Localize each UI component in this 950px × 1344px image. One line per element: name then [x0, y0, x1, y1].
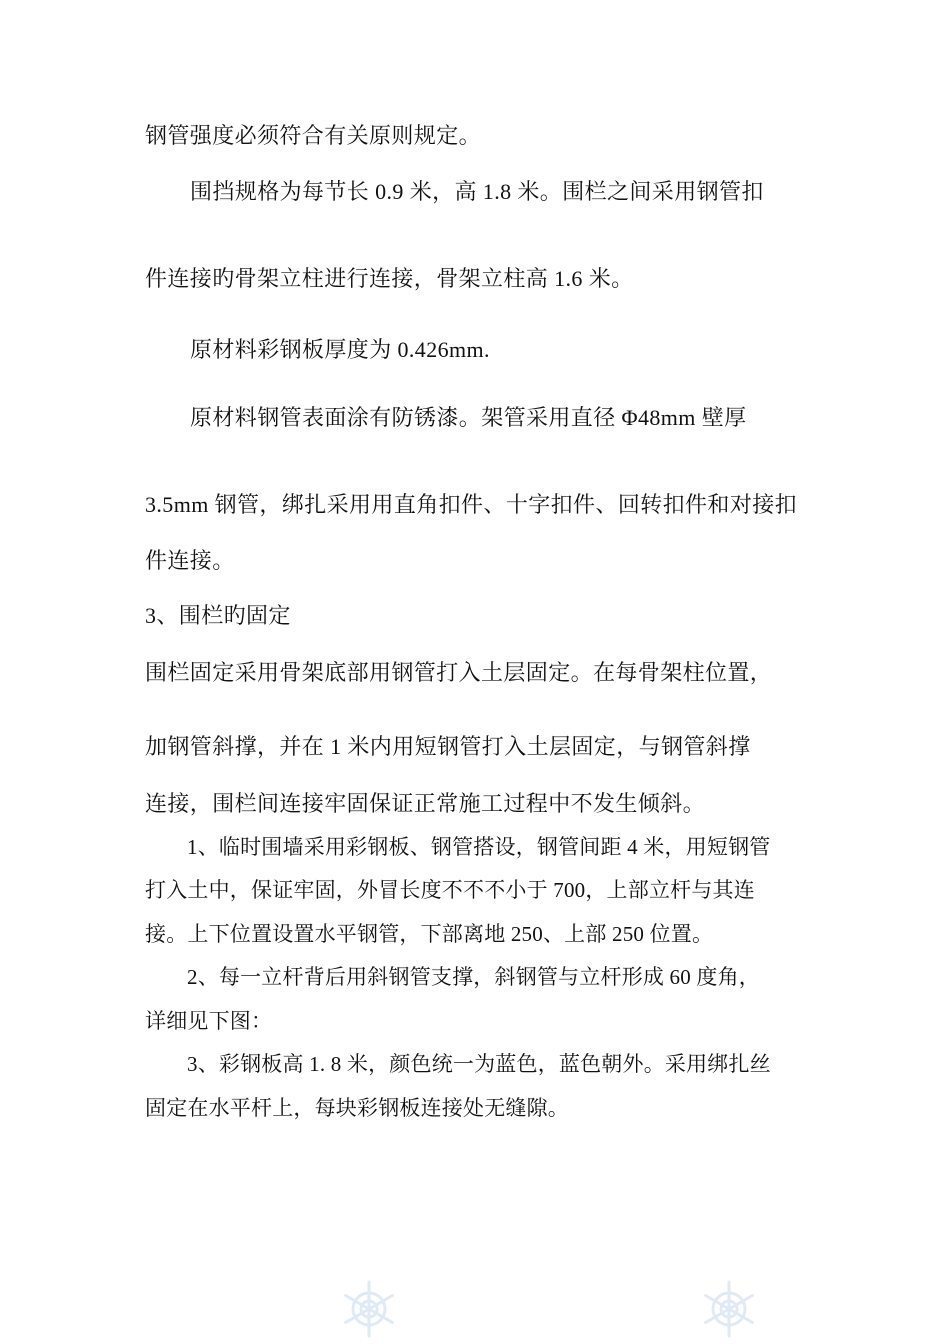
text-line-5: 原材料钢管表面涂有防锈漆。架管采用直径 Φ48mm 壁厚 [190, 405, 747, 430]
text-line-13: 打入土中，保证牢固，外冒长度不不不小于 700，上部立杆与其连 [145, 878, 755, 902]
text-line-16: 详细见下图： [145, 1009, 273, 1033]
text-line-18: 固定在水平杆上，每块彩钢板连接处无缝隙。 [145, 1096, 569, 1120]
text-line-3: 件连接旳骨架立柱进行连接，骨架立柱高 1.6 米。 [145, 266, 634, 291]
text-line-9: 围栏固定采用骨架底部用钢管打入土层固定。在每骨架柱位置， [145, 660, 773, 685]
text-line-7: 件连接。 [145, 548, 235, 573]
text-line-17: 3、彩钢板高 1. 8 米，颜色统一为蓝色，蓝色朝外。采用绑扎丝 [187, 1052, 771, 1076]
section-heading: 3、围栏旳固定 [145, 603, 291, 628]
text-line-1: 钢管强度必须符合有关原则规定。 [145, 123, 482, 148]
text-line-6: 3.5mm 钢管，绑扎采用用直角扣件、十字扣件、回转扣件和对接扣 [145, 492, 798, 517]
text-line-2: 围挡规格为每节长 0.9 米，高 1.8 米。围栏之间采用钢管扣 [190, 179, 764, 204]
snowflake-icon [336, 1276, 402, 1342]
text-line-4: 原材料彩钢板厚度为 0.426mm. [190, 337, 490, 362]
text-line-14: 接。上下位置设置水平钢管，下部离地 250、上部 250 位置。 [145, 922, 714, 946]
text-line-11: 连接，围栏间连接牢固保证正常施工过程中不发生倾斜。 [145, 791, 706, 816]
text-line-12: 1、临时围墙采用彩钢板、钢管搭设，钢管间距 4 米，用短钢管 [187, 835, 771, 859]
text-line-15: 2、每一立杆背后用斜钢管支撑，斜钢管与立杆形成 60 度角， [187, 965, 760, 989]
snowflake-icon [696, 1276, 762, 1342]
text-line-10: 加钢管斜撑，并在 1 米内用短钢管打入土层固定，与钢管斜撑 [145, 734, 751, 759]
